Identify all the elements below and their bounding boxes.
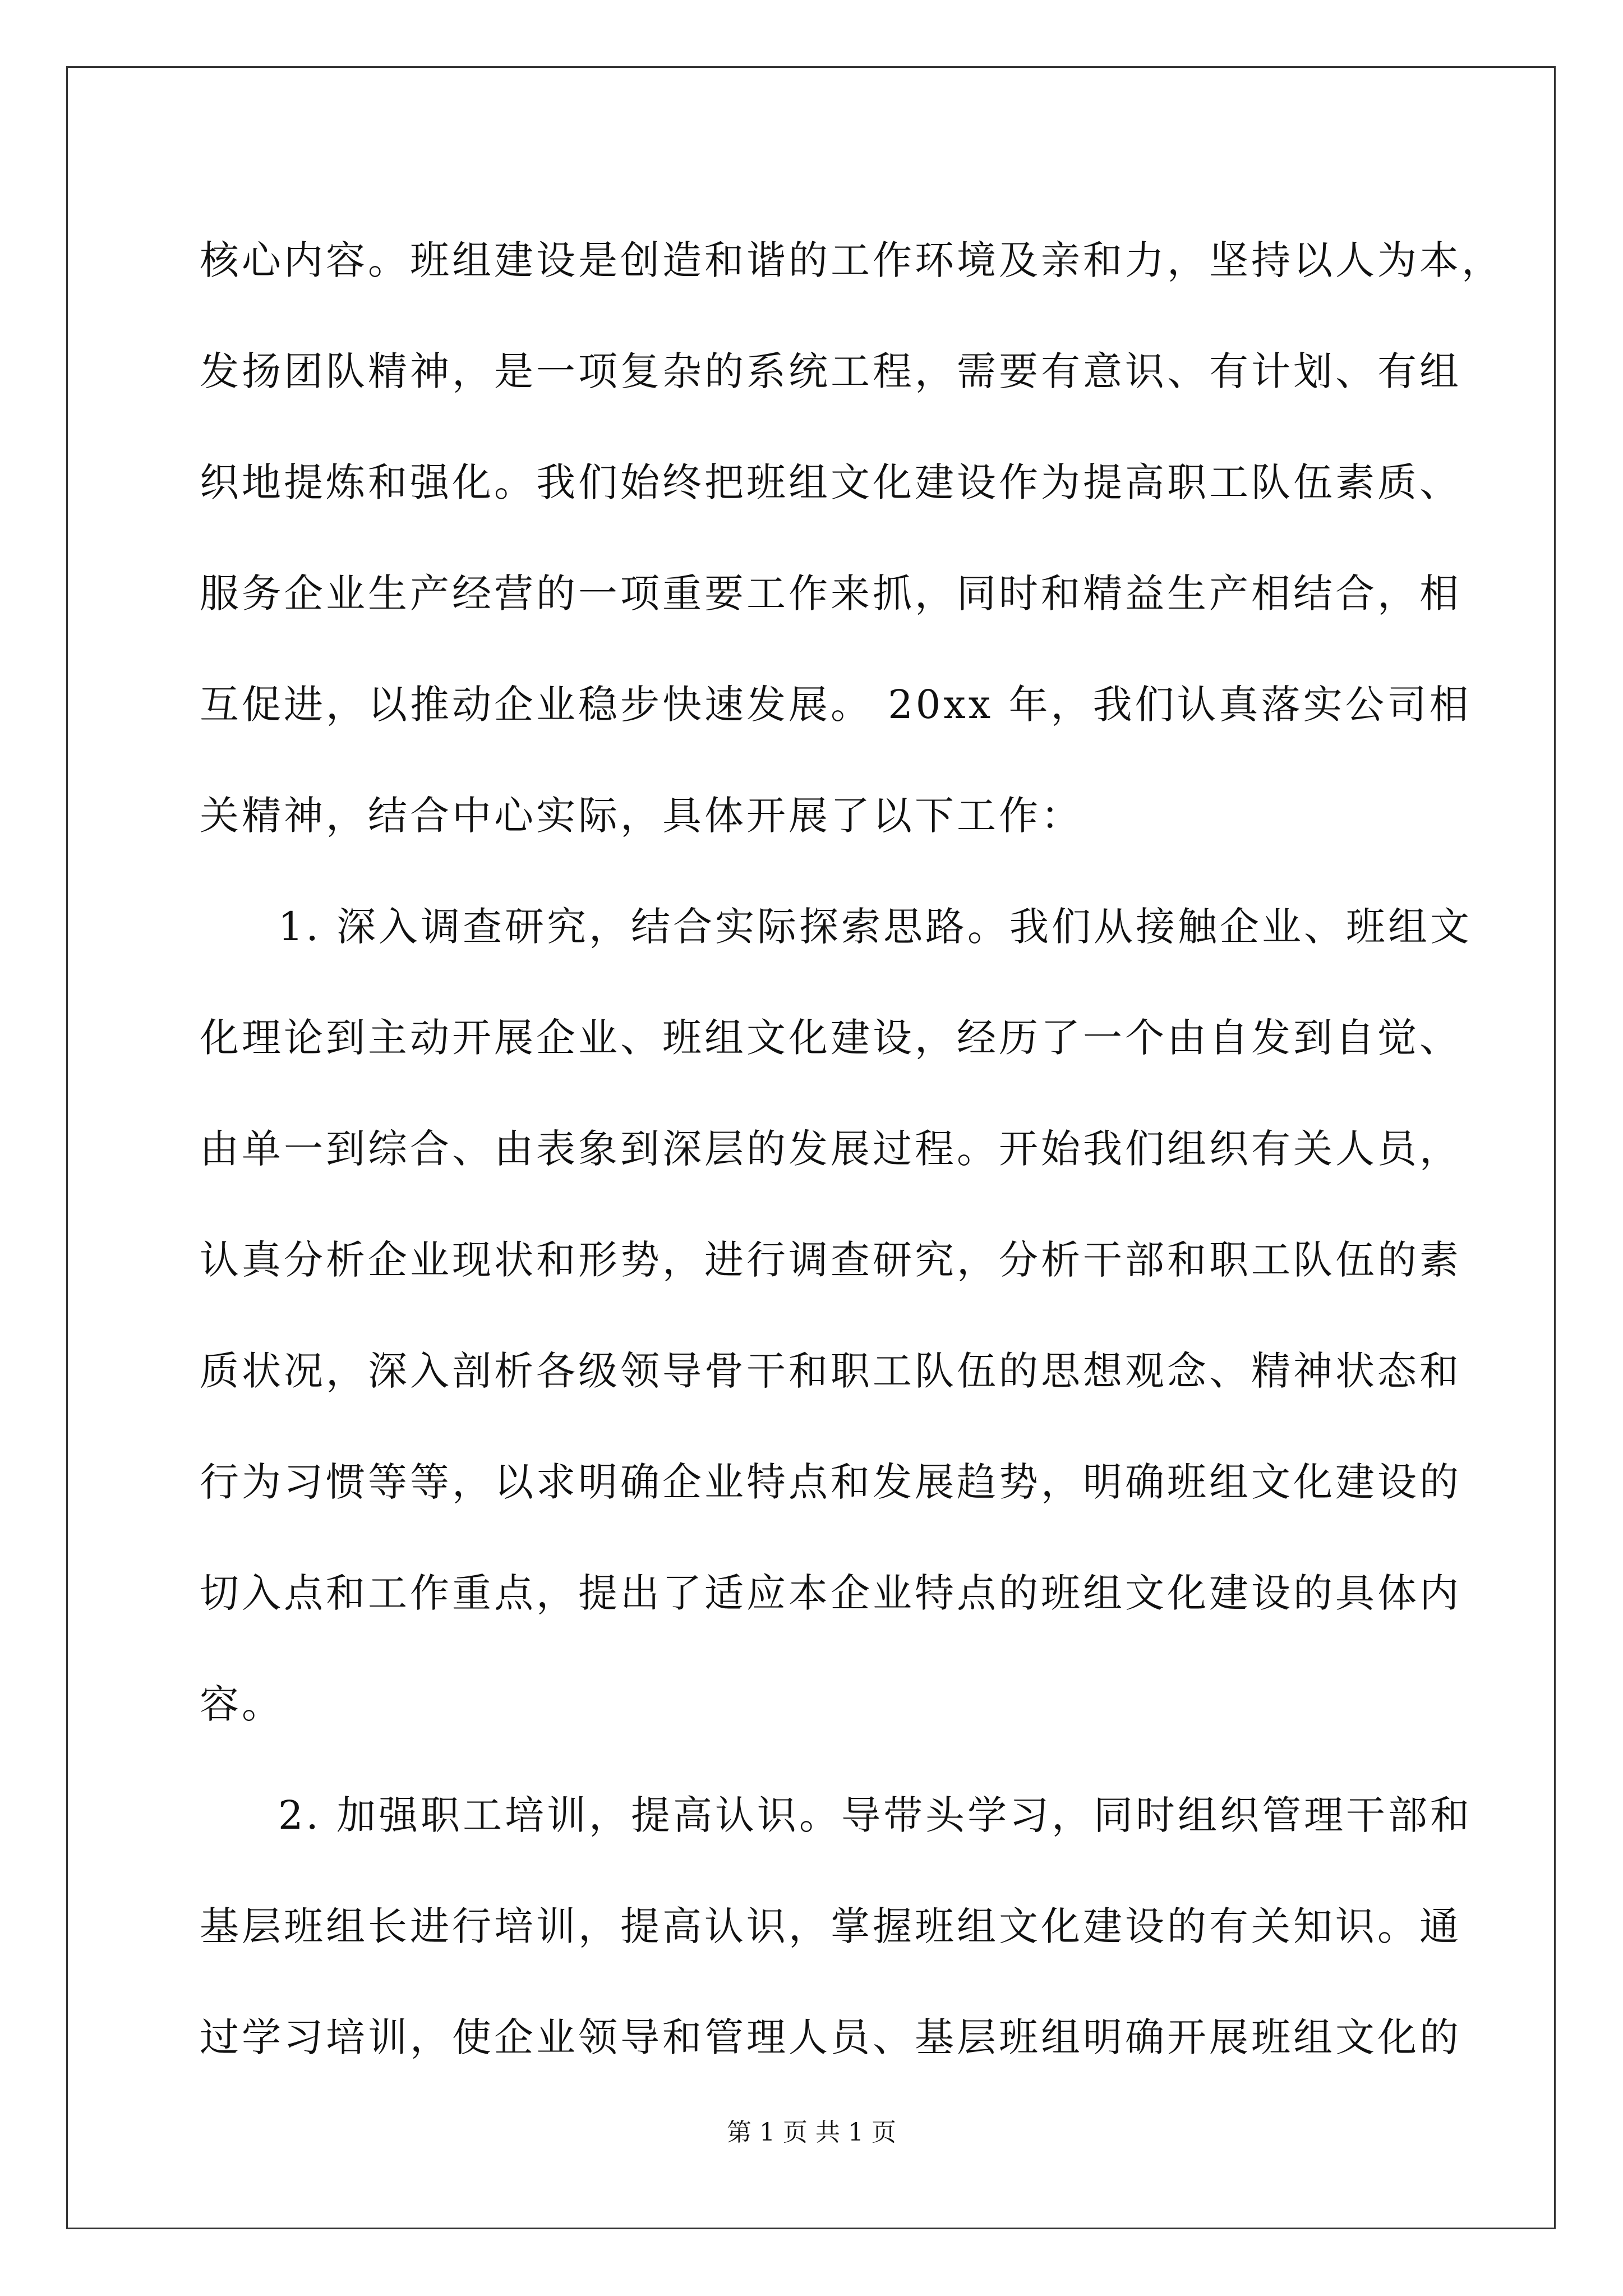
text-line: 容。 [200,1681,284,1727]
text-line: 发扬团队精神，是一项复杂的系统工程，需要有意识、有计划、有组 [200,348,1461,394]
text-line: 化理论到主动开展企业、班组文化建设，经历了一个由自发到自觉、 [200,1015,1461,1061]
text-line: 过学习培训，使企业领导和管理人员、基层班组明确开展班组文化的 [200,2014,1461,2060]
text-line: 关精神，结合中心实际，具体开展了以下工作： [200,793,1083,839]
text-line: 织地提炼和强化。我们始终把班组文化建设作为提高职工队伍素质、 [200,459,1461,505]
document-body [200,205,1504,2093]
text-line: 2. 加强职工培训，提高认识。导带头学习，同时组织管理干部和 [278,1792,1473,1838]
text-line: 质状况，深入剖析各级领导骨干和职工队伍的思想观念、精神状态和 [200,1348,1461,1394]
text-line: 行为习惯等等，以求明确企业特点和发展趋势，明确班组文化建设的 [200,1459,1461,1505]
text-line: 认真分析企业现状和形势，进行调查研究，分析干部和职工队伍的素 [200,1237,1461,1283]
text-line: 基层班组长进行培训，提高认识，掌握班组文化建设的有关知识。通 [200,1903,1461,1949]
text-line: 互促进，以推动企业稳步快速发展。 20xx 年，我们认真落实公司相 [200,682,1472,728]
text-line: 切入点和工作重点，提出了适应本企业特点的班组文化建设的具体内 [200,1570,1461,1616]
text-line: 1. 深入调查研究，结合实际探索思路。我们从接触企业、班组文 [278,904,1473,950]
text-line: 由单一到综合、由表象到深层的发展过程。开始我们组织有关人员， [200,1126,1461,1172]
text-line: 核心内容。班组建设是创造和谐的工作环境及亲和力，坚持以人为本， [200,237,1504,283]
page-footer: 第 1 页 共 1 页 [727,2118,896,2147]
text-line: 服务企业生产经营的一项重要工作来抓，同时和精益生产相结合，相 [200,570,1461,616]
